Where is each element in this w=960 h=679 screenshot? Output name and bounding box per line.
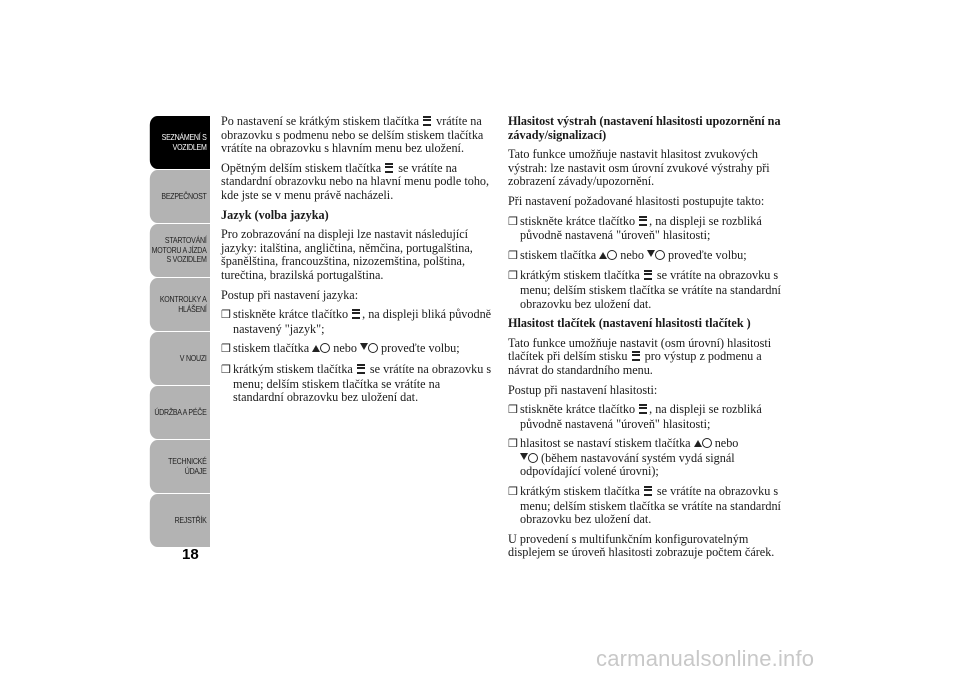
list-item: ❒ stiskem tlačítka nebo proveďte volbu;	[508, 247, 747, 262]
tab-label: BEZPEČNOST	[161, 191, 207, 201]
list-item: ❒ hlasitost se nastaví stiskem tlačítka nebo (během nastavování systém vydá signál odpovídající volené úrovni);	[508, 436, 739, 479]
menu-button-icon	[356, 363, 367, 374]
section-heading-alert-volume: Hlasitost výstrah (nastavení hlasitosti upozornění na závady/signalizací)	[508, 114, 781, 142]
tab-bezpecnost[interactable]	[150, 170, 210, 223]
menu-button-icon	[638, 215, 649, 226]
tab-kontrolky[interactable]	[150, 278, 210, 331]
list-item: ❒ krátkým stiskem tlačítka se vrátíte na obrazovku s menu; delším stiskem tlačítka se vrátíte na standardní obrazovku bez uložení dat.	[508, 268, 781, 311]
checkbox-bullet-icon: ❒	[508, 270, 518, 283]
tab-rejstrik[interactable]	[150, 494, 210, 547]
paragraph: Postup při nastavení jazyka:	[221, 287, 359, 302]
list-item: ❒ stiskem tlačítka nebo proveďte volbu;	[221, 341, 460, 356]
paragraph: Tato funkce umožňuje nastavit (osm úrovní) hlasitosti tlačítek při delším stisku pro výstup z podmenu a návrat do standardního menu.	[508, 335, 772, 377]
menu-button-icon	[638, 403, 649, 414]
paragraph: Postup při nastavení hlasitosti:	[508, 382, 658, 397]
down-button-icon	[360, 342, 378, 353]
checkbox-bullet-icon: ❒	[508, 438, 518, 451]
menu-button-icon	[351, 308, 362, 319]
down-button-icon	[520, 452, 538, 463]
tab-label: KONTROLKY A HLÁŠENÍ	[159, 295, 207, 314]
checkbox-bullet-icon: ❒	[508, 249, 518, 262]
menu-button-icon	[422, 115, 433, 126]
up-button-icon	[312, 342, 330, 353]
section-heading-button-volume: Hlasitost tlačítek (nastavení hlasitosti tlačítek )	[508, 316, 751, 331]
tab-label: SEZNÁMENÍ S VOZIDLEM	[161, 133, 207, 152]
list-item: ❒ stiskněte krátce tlačítko , na displeji se rozbliká původně nastavená "úroveň" hlasitosti;	[508, 213, 762, 243]
tab-seznameni[interactable]	[150, 116, 210, 169]
down-button-icon	[647, 249, 665, 260]
menu-button-icon	[643, 269, 654, 280]
up-button-icon	[599, 249, 617, 260]
paragraph: Po nastavení se krátkým stiskem tlačítka vrátíte na obrazovku s podmenu nebo se delším stiskem tlačítka vrátíte na obrazovku s hlavním menu bez uložení.	[221, 114, 484, 156]
page-number: 18	[182, 546, 199, 563]
tab-label: V NOUZI	[179, 353, 207, 363]
checkbox-bullet-icon: ❒	[508, 486, 518, 499]
list-item: ❒ krátkým stiskem tlačítka se vrátíte na obrazovku s menu; delším stiskem tlačítka se vrátíte na standardní obrazovku bez uložení dat.	[508, 484, 781, 527]
chapter-tabs	[140, 116, 210, 548]
tab-label: TECHNICKÉ ÚDAJE	[168, 457, 207, 476]
paragraph: Opětným delším stiskem tlačítka se vrátíte na standardní obrazovku nebo na hlavní menu podle toho, kde jste se v menu právě nacházeli.	[221, 160, 490, 202]
watermark: carmanualsonline.info	[596, 646, 815, 671]
left-column	[221, 115, 493, 411]
checkbox-bullet-icon: ❒	[221, 363, 231, 376]
checkbox-bullet-icon: ❒	[508, 404, 518, 417]
tab-startovani[interactable]	[150, 224, 210, 277]
right-column	[508, 115, 790, 566]
menu-button-icon	[384, 162, 395, 173]
up-button-icon	[694, 437, 712, 448]
paragraph: Tato funkce umožňuje nastavit hlasitost zvukových výstrah: lze nastavit osm úrovní zvukové výstrahy při zobrazení závady/upozornění.	[508, 147, 770, 189]
tab-udrzba[interactable]	[150, 386, 210, 439]
menu-button-icon	[643, 485, 654, 496]
tab-technicke[interactable]	[150, 440, 210, 493]
checkbox-bullet-icon: ❒	[221, 343, 231, 356]
list-item: ❒ stiskněte krátce tlačítko , na displeji se rozbliká původně nastavená "úroveň" hlasitosti;	[508, 402, 762, 431]
tab-label: REJSTŘÍK	[174, 515, 207, 525]
checkbox-bullet-icon: ❒	[221, 309, 231, 322]
menu-button-icon	[631, 350, 642, 361]
paragraph: Pro zobrazování na displeji lze nastavit následující jazyky: italština, angličtina, němčina, portugalština, španělština, francouzština, nizozemština, polština, turečtina, brazilská portugalština.	[221, 227, 473, 282]
tab-label: ÚDRŽBA A PÉČE	[154, 407, 207, 417]
checkbox-bullet-icon: ❒	[508, 215, 518, 228]
tab-v-nouzi[interactable]	[150, 332, 210, 385]
tab-label: STARTOVÁNÍ MOTORU A JÍZDA S VOZIDLEM	[151, 236, 207, 265]
paragraph: Při nastavení požadované hlasitosti postupujte takto:	[508, 193, 765, 208]
list-item: ❒ krátkým stiskem tlačítka se vrátíte na obrazovku s menu; delším stiskem tlačítka se vrátíte na standardní obrazovku bez uložení dat.	[221, 361, 492, 405]
paragraph: U provedení s multifunkčním konfigurovatelným displejem se úroveň hlasitosti zobrazuje počtem čárek.	[508, 531, 775, 560]
section-heading-language: Jazyk (volba jazyka)	[221, 207, 329, 222]
list-item: ❒ stiskněte krátce tlačítko , na displeji bliká původně nastavený "jazyk";	[221, 307, 492, 336]
